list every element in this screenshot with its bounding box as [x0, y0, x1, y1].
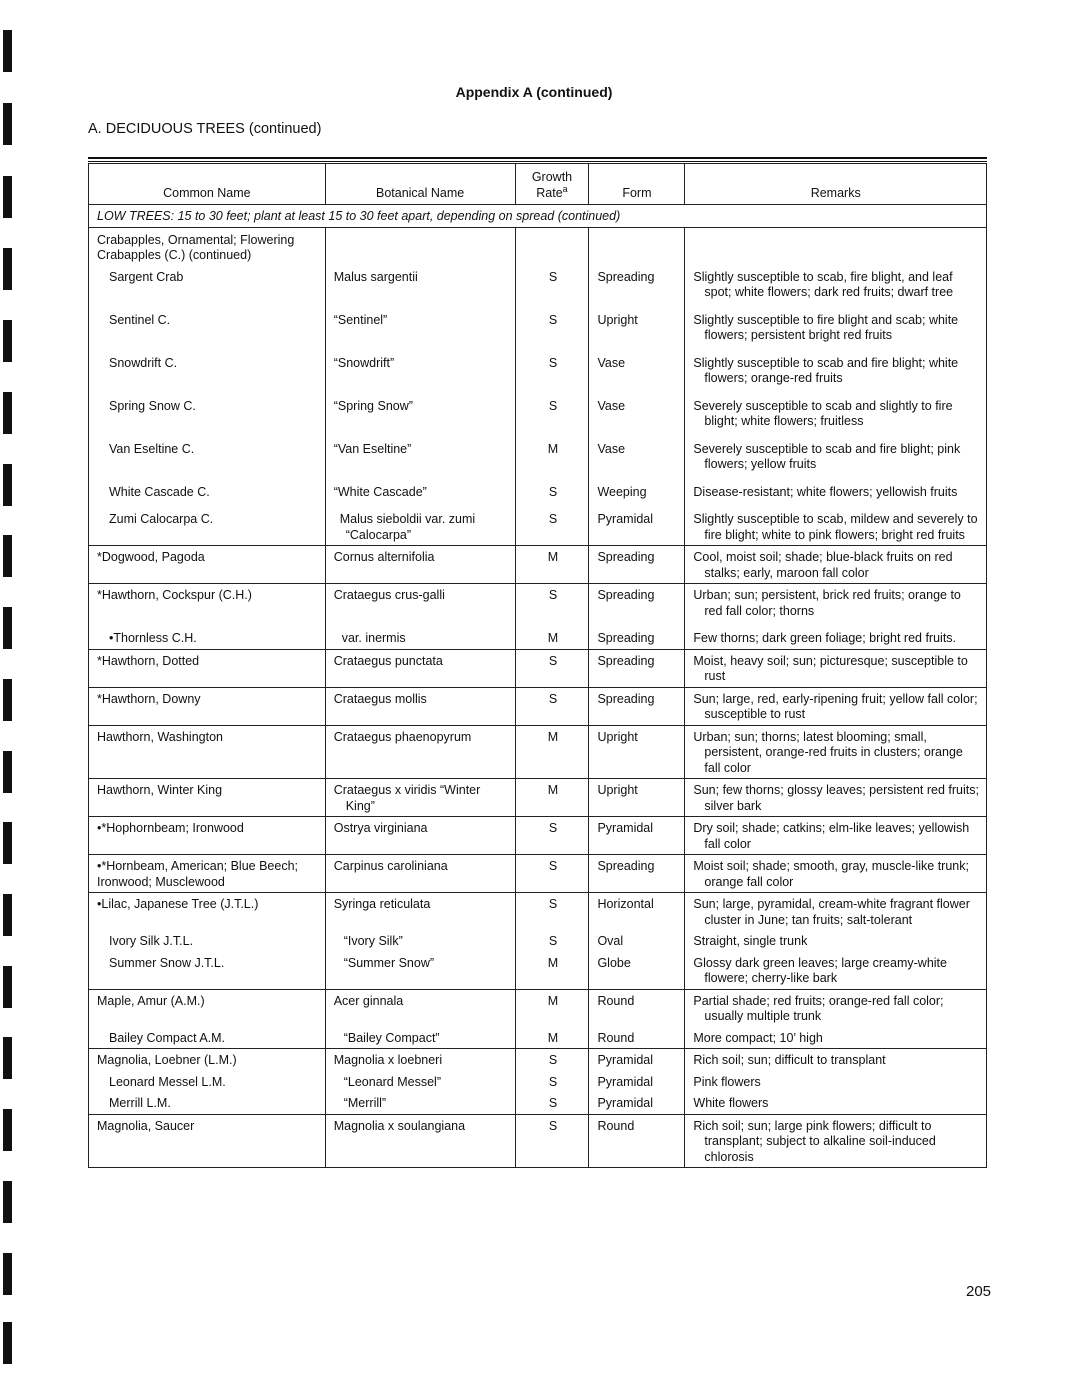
- cell-remarks: Slightly susceptible to scab, mildew and severely to fire blight; white to pink flowers; bright red fruits: [685, 502, 987, 546]
- cell-common: White Cascade C.: [89, 475, 326, 503]
- cell-form: Globe: [589, 952, 685, 990]
- cell-form: Vase: [589, 432, 685, 475]
- cell-form: Round: [589, 1027, 685, 1049]
- cell-botanical: “Leonard Messel”: [325, 1071, 515, 1093]
- cell-form: Vase: [589, 389, 685, 432]
- cell-rate: M: [515, 432, 589, 475]
- cell-common: Van Eseltine C.: [89, 432, 326, 475]
- header-growth-rate: [515, 164, 589, 205]
- binder-mark: [3, 1109, 12, 1151]
- binder-mark: [3, 1253, 12, 1295]
- cell-common: Spring Snow C.: [89, 389, 326, 432]
- cell-rate: S: [515, 930, 589, 952]
- cell-common: *Hawthorn, Downy: [89, 687, 326, 725]
- binder-mark: [3, 30, 12, 72]
- cell-rate: S: [515, 1092, 589, 1114]
- header-form: Form: [589, 164, 685, 205]
- cell-common: Magnolia, Saucer: [89, 1114, 326, 1168]
- cell-common: [89, 227, 326, 266]
- table-row: [89, 989, 987, 1027]
- table-row: [89, 303, 987, 346]
- cell-rate: S: [515, 346, 589, 389]
- table-row: [89, 893, 987, 931]
- cell-common: Zumi Calocarpa C.: [89, 502, 326, 546]
- cell-form: Round: [589, 1114, 685, 1168]
- cell-remarks: Severely susceptible to scab and slightly to fire blight; white flowers; fruitless: [685, 389, 987, 432]
- cell-common: Hawthorn, Winter King: [89, 779, 326, 817]
- table-row: [89, 1071, 987, 1093]
- cell-form: Vase: [589, 346, 685, 389]
- binder-mark: [3, 464, 12, 506]
- cell-rate: M: [515, 779, 589, 817]
- table-row: [89, 855, 987, 893]
- section-title: A. DECIDUOUS TREES (continued): [88, 121, 322, 137]
- cell-botanical: Crataegus phaenopyrum: [325, 725, 515, 779]
- cell-rate: M: [515, 989, 589, 1027]
- cell-remarks: Rich soil; sun; large pink flowers; difficult to transplant; subject to alkaline soil-induced chlorosis: [685, 1114, 987, 1168]
- cell-form: Pyramidal: [589, 1092, 685, 1114]
- group-heading-row: [89, 205, 987, 228]
- cell-rate: S: [515, 817, 589, 855]
- cell-remarks: Cool, moist soil; shade; blue-black fruits on red stalks; early, maroon fall color: [685, 546, 987, 584]
- cell-remarks: Pink flowers: [685, 1071, 987, 1093]
- cell-form: Pyramidal: [589, 1071, 685, 1093]
- table-row: [89, 930, 987, 952]
- table-row: [89, 952, 987, 990]
- cell-form: Spreading: [589, 584, 685, 622]
- cell-form: Spreading: [589, 266, 685, 303]
- cell-botanical: Syringa reticulata: [325, 893, 515, 931]
- table-row: [89, 346, 987, 389]
- binder-mark: [3, 248, 12, 290]
- cell-rate: M: [515, 1027, 589, 1049]
- table-row: [89, 1027, 987, 1049]
- cell-remarks: Slightly susceptible to scab and fire blight; white flowers; orange-red fruits: [685, 346, 987, 389]
- cell-rate: S: [515, 266, 589, 303]
- cell-remarks: Sun; large, pyramidal, cream-white fragrant flower cluster in June; tan fruits; salt-tolerant: [685, 893, 987, 931]
- cell-common: Leonard Messel L.M.: [89, 1071, 326, 1093]
- cell-form: Horizontal: [589, 893, 685, 931]
- table-row: [89, 725, 987, 779]
- footnote-marker: a: [562, 183, 568, 194]
- cell-common: •Thornless C.H.: [89, 621, 326, 649]
- header-growth-rate-line1: Growth: [531, 170, 573, 184]
- table-row: [89, 502, 987, 546]
- header-botanical-name: Botanical Name: [325, 164, 515, 205]
- cell-remarks: White flowers: [685, 1092, 987, 1114]
- cell-form: Spreading: [589, 687, 685, 725]
- cell-common: *Hawthorn, Dotted: [89, 649, 326, 687]
- cell-rate: S: [515, 584, 589, 622]
- cell-form: Round: [589, 989, 685, 1027]
- cell-common: Hawthorn, Washington: [89, 725, 326, 779]
- cell-form: Oval: [589, 930, 685, 952]
- table-row: [89, 584, 987, 622]
- group-heading: LOW TREES: 15 to 30 feet; plant at least 15 to 30 feet apart, depending on spread (continued): [89, 205, 987, 228]
- cell-common: Merrill L.M.: [89, 1092, 326, 1114]
- cell-botanical: Cornus alternifolia: [325, 546, 515, 584]
- table-row: [89, 1049, 987, 1071]
- cell-rate: S: [515, 389, 589, 432]
- cell-common: *Hawthorn, Cockspur (C.H.): [89, 584, 326, 622]
- cell-botanical: Acer ginnala: [325, 989, 515, 1027]
- table-row: [89, 779, 987, 817]
- cell-remarks: Dry soil; shade; catkins; elm-like leaves; yellowish fall color: [685, 817, 987, 855]
- cell-botanical: Crataegus mollis: [325, 687, 515, 725]
- header-remarks: Remarks: [685, 164, 987, 205]
- cell-rate: M: [515, 952, 589, 990]
- cell-common: *Dogwood, Pagoda: [89, 546, 326, 584]
- binder-mark: [3, 103, 12, 145]
- binder-mark: [3, 392, 12, 434]
- table-row: [89, 687, 987, 725]
- cell-remarks: Glossy dark green leaves; large creamy-white flowere; cherry-like bark: [685, 952, 987, 990]
- cell-rate: S: [515, 1049, 589, 1071]
- cell-remarks: Slightly susceptible to scab, fire blight, and leaf spot; white flowers; dark red fruits; dwarf tree: [685, 266, 987, 303]
- cell-remarks: Rich soil; sun; difficult to transplant: [685, 1049, 987, 1071]
- cell-botanical: Malus sargentii: [325, 266, 515, 303]
- table-row: [89, 1092, 987, 1114]
- cell-remarks: Slightly susceptible to fire blight and scab; white flowers; persistent bright red fruits: [685, 303, 987, 346]
- page-number: 205: [966, 1283, 992, 1300]
- table-row: [89, 227, 987, 266]
- cell-common: •*Hornbeam, American; Blue Beech; Ironwood; Musclewood: [89, 855, 326, 893]
- cell-form: Upright: [589, 725, 685, 779]
- cell-botanical: var. inermis: [325, 621, 515, 649]
- cell-rate: S: [515, 475, 589, 503]
- cell-botanical: “Ivory Silk”: [325, 930, 515, 952]
- cell-common: •Lilac, Japanese Tree (J.T.L.): [89, 893, 326, 931]
- cell-common: Summer Snow J.T.L.: [89, 952, 326, 990]
- cell-remarks: Moist soil; shade; smooth, gray, muscle-like trunk; orange fall color: [685, 855, 987, 893]
- cell-botanical: “Bailey Compact”: [325, 1027, 515, 1049]
- cell-common: Ivory Silk J.T.L.: [89, 930, 326, 952]
- cell-botanical: “Sentinel”: [325, 303, 515, 346]
- cell-rate: M: [515, 621, 589, 649]
- cell-remarks: More compact; 10’ high: [685, 1027, 987, 1049]
- cell-botanical: Crataegus punctata: [325, 649, 515, 687]
- cell-common: Magnolia, Loebner (L.M.): [89, 1049, 326, 1071]
- cell-rate: S: [515, 1071, 589, 1093]
- cell-remarks: Straight, single trunk: [685, 930, 987, 952]
- cell-botanical: Magnolia x soulangiana: [325, 1114, 515, 1168]
- binder-mark: [3, 1037, 12, 1079]
- cell-botanical: Malus sieboldii var. zumi “Calocarpa”: [325, 502, 515, 546]
- cell-form: Pyramidal: [589, 817, 685, 855]
- cell-botanical: Crataegus crus-galli: [325, 584, 515, 622]
- binder-mark: [3, 894, 12, 936]
- cell-remarks: Sun; large, red, early-ripening fruit; yellow fall color; susceptible to rust: [685, 687, 987, 725]
- cell-botanical: “Summer Snow”: [325, 952, 515, 990]
- binder-mark: [3, 1322, 12, 1364]
- table-row: [89, 546, 987, 584]
- binder-mark: [3, 822, 12, 864]
- binder-mark: [3, 679, 12, 721]
- cell-remarks: Few thorns; dark green foliage; bright red fruits.: [685, 621, 987, 649]
- cell-remarks: Severely susceptible to scab and fire blight; pink flowers; yellow fruits: [685, 432, 987, 475]
- cell-rate: S: [515, 687, 589, 725]
- cell-botanical: “Snowdrift”: [325, 346, 515, 389]
- table-top-rule: [88, 157, 987, 159]
- binder-mark: [3, 751, 12, 793]
- table-row: [89, 1114, 987, 1168]
- binder-mark: [3, 1181, 12, 1223]
- header-common-name: Common Name: [89, 164, 326, 205]
- cell-common: Maple, Amur (A.M.): [89, 989, 326, 1027]
- table-row: [89, 621, 987, 649]
- cell-remarks: Disease-resistant; white flowers; yellowish fruits: [685, 475, 987, 503]
- table-header-row: [89, 164, 987, 205]
- binder-mark: [3, 607, 12, 649]
- cell-botanical: “Merrill”: [325, 1092, 515, 1114]
- binder-mark: [3, 320, 12, 362]
- cell-remarks: Urban; sun; persistent, brick red fruits; orange to red fall color; thorns: [685, 584, 987, 622]
- cell-remarks: Partial shade; red fruits; orange-red fall color; usually multiple trunk: [685, 989, 987, 1027]
- binder-mark: [3, 535, 12, 577]
- cell-form: Upright: [589, 303, 685, 346]
- cell-form: Spreading: [589, 855, 685, 893]
- cell-rate: M: [515, 725, 589, 779]
- cell-botanical: “Spring Snow”: [325, 389, 515, 432]
- cell-botanical: Ostrya virginiana: [325, 817, 515, 855]
- cell-rate: M: [515, 546, 589, 584]
- table-top-rule: [88, 161, 987, 162]
- cell-form: Upright: [589, 779, 685, 817]
- cell-botanical: “Van Eseltine”: [325, 432, 515, 475]
- cell-common: Sargent Crab: [89, 266, 326, 303]
- cell-form: Pyramidal: [589, 502, 685, 546]
- binder-mark: [3, 966, 12, 1008]
- cell-botanical: “White Cascade”: [325, 475, 515, 503]
- cell-rate: S: [515, 502, 589, 546]
- cell-rate: S: [515, 303, 589, 346]
- cell-remarks: Sun; few thorns; glossy leaves; persistent red fruits; silver bark: [685, 779, 987, 817]
- table-row: [89, 432, 987, 475]
- cell-remarks: Urban; sun; thorns; latest blooming; small, persistent, orange-red fruits in clusters; orange fall color: [685, 725, 987, 779]
- binder-mark: [3, 176, 12, 218]
- cell-form: Weeping: [589, 475, 685, 503]
- cell-botanical: Magnolia x loebneri: [325, 1049, 515, 1071]
- cell-form: Spreading: [589, 546, 685, 584]
- cell-common: Snowdrift C.: [89, 346, 326, 389]
- cell-form: Spreading: [589, 621, 685, 649]
- cell-rate: S: [515, 1114, 589, 1168]
- cell-rate: S: [515, 893, 589, 931]
- cell-form: Pyramidal: [589, 1049, 685, 1071]
- cell-form: Spreading: [589, 649, 685, 687]
- cell-botanical: Crataegus x viridis “Winter King”: [325, 779, 515, 817]
- appendix-title: Appendix A (continued): [455, 84, 613, 100]
- table-row: [89, 266, 987, 303]
- header-growth-rate-line2: Rate: [536, 185, 563, 200]
- crabapple-group-label: Crabapples, Ornamental; Flowering Crabapples (C.) (continued): [97, 232, 295, 262]
- deciduous-trees-table: [88, 163, 987, 1168]
- table-row: [89, 475, 987, 503]
- cell-rate: S: [515, 855, 589, 893]
- cell-common: Sentinel C.: [89, 303, 326, 346]
- table-row: [89, 389, 987, 432]
- cell-remarks: Moist, heavy soil; sun; picturesque; susceptible to rust: [685, 649, 987, 687]
- table-row: [89, 649, 987, 687]
- cell-rate: S: [515, 649, 589, 687]
- cell-botanical: Carpinus caroliniana: [325, 855, 515, 893]
- table-row: [89, 817, 987, 855]
- cell-common: Bailey Compact A.M.: [89, 1027, 326, 1049]
- cell-common: •*Hophornbeam; Ironwood: [89, 817, 326, 855]
